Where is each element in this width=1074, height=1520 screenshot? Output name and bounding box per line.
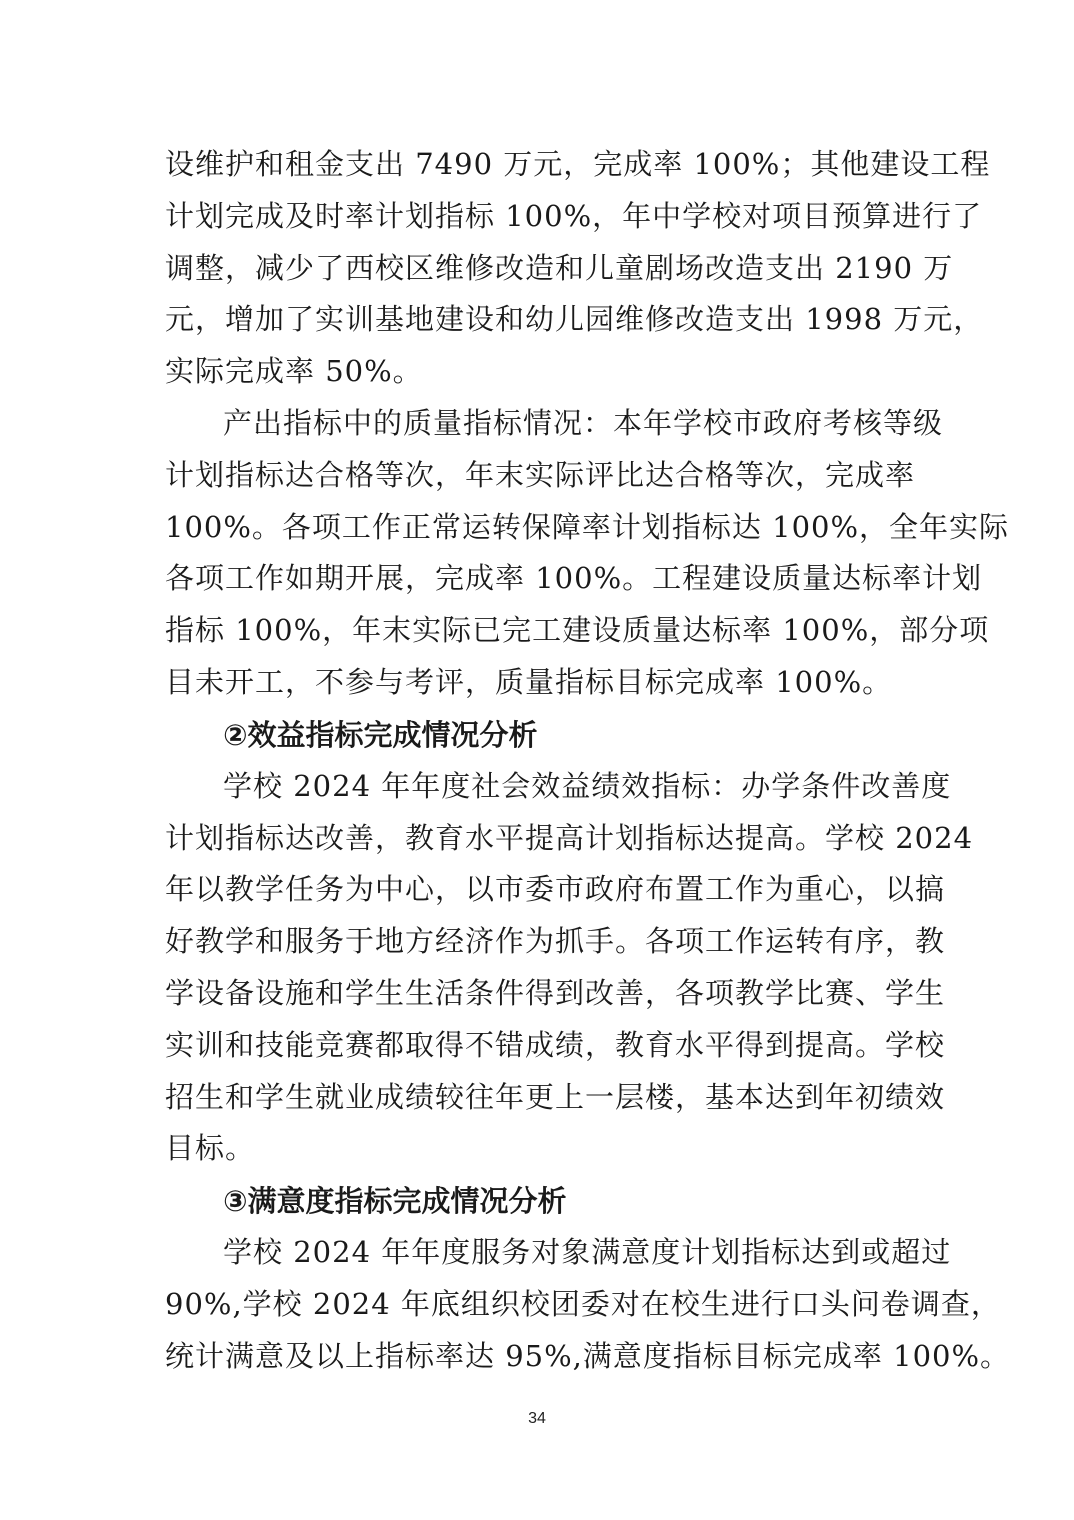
paragraph-budget-adjustment xyxy=(165,139,991,398)
text-line: 各项工作如期开展，完成率 100%。工程建设质量达标率计划 xyxy=(165,561,983,596)
text-line: 调整，减少了西校区维修改造和儿童剧场改造支出 2190 万 xyxy=(165,250,954,285)
paragraph-quality-indicators xyxy=(165,398,1010,709)
text-line: 计划指标达合格等次，年末实际评比达合格等次，完成率 xyxy=(165,457,916,492)
text-line: 实训和技能竞赛都取得不错成绩，教育水平得到提高。学校 xyxy=(165,1027,946,1062)
text-line: 100%。各项工作正常运转保障率计划指标达 100%，全年实际 xyxy=(165,509,1010,544)
page-number: 34 xyxy=(528,1410,546,1427)
text-line: 目未开工，不参与考评，质量指标目标完成率 100%。 xyxy=(165,664,893,699)
text-line: 指标 100%，年末实际已完工建设质量达标率 100%，部分项 xyxy=(165,613,990,648)
text-line: 元，增加了实训基地建设和幼儿园维修改造支出 1998 万元， xyxy=(165,302,984,337)
text-line: 产出指标中的质量指标情况：本年学校市政府考核等级 xyxy=(223,405,944,440)
text-line: 设维护和租金支出 7490 万元，完成率 100%；其他建设工程 xyxy=(165,147,991,181)
paragraph-satisfaction-indicators xyxy=(165,1227,1011,1382)
paragraph-benefit-indicators xyxy=(165,761,974,1175)
text-line: 好教学和服务于地方经济作为抓手。各项工作运转有序，教 xyxy=(165,924,946,959)
section-heading-benefit: ②效益指标完成情况分析 xyxy=(223,717,538,752)
text-line: 学设备设施和学生生活条件得到改善，各项教学比赛、学生 xyxy=(165,975,946,1010)
text-line: 目标。 xyxy=(165,1131,256,1166)
section-heading-satisfaction: ③满意度指标完成情况分析 xyxy=(223,1184,567,1219)
text-line: 计划完成及时率计划指标 100%，年中学校对项目预算进行了 xyxy=(165,198,983,233)
text-line: 年以教学任务为中心，以市委市政府布置工作为重心，以搞 xyxy=(165,872,946,907)
text-line: 招生和学生就业成绩较往年更上一层楼，基本达到年初绩效 xyxy=(165,1079,946,1114)
text-line: 90%,学校 2024 年底组织校团委对在校生进行口头问卷调查， xyxy=(165,1286,1001,1321)
body-text xyxy=(165,139,1011,1383)
text-line: 统计满意及以上指标率达 95%,满意度指标目标完成率 100%。 xyxy=(165,1338,1011,1373)
text-line: 计划指标达改善，教育水平提高计划指标达提高。学校 2024 xyxy=(165,820,974,855)
text-line: 学校 2024 年年度服务对象满意度计划指标达到或超过 xyxy=(223,1235,952,1270)
text-line: 实际完成率 50%。 xyxy=(165,354,423,389)
text-line: 学校 2024 年年度社会效益绩效指标：办学条件改善度 xyxy=(223,768,952,803)
